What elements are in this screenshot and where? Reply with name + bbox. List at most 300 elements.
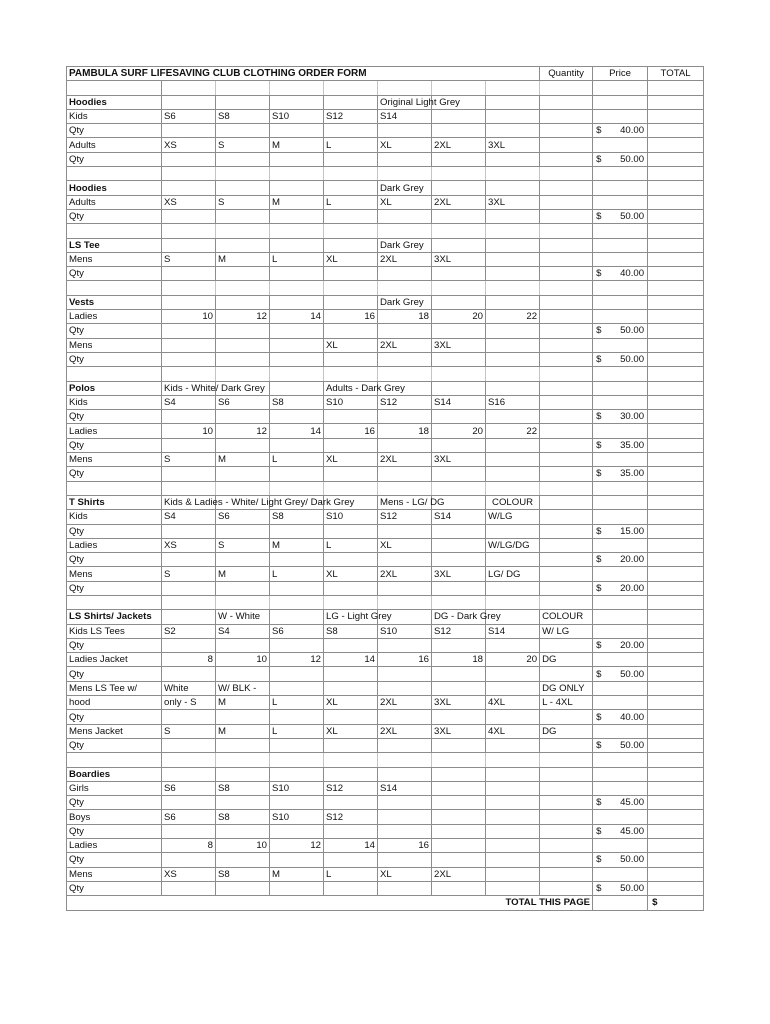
spacer-cell — [67, 167, 162, 181]
total-cell[interactable] — [648, 767, 704, 781]
size-cell — [324, 209, 378, 223]
size-cell — [378, 267, 432, 281]
size-cell: 16 — [378, 653, 432, 667]
size-cell — [432, 581, 486, 595]
size-cell: S8 — [216, 810, 270, 824]
size-cell — [486, 438, 540, 452]
size-cell — [324, 796, 378, 810]
total-cell[interactable] — [648, 138, 704, 152]
total-cell[interactable] — [648, 810, 704, 824]
quantity-cell[interactable] — [540, 181, 593, 195]
price-cell — [593, 95, 648, 109]
size-cell — [486, 410, 540, 424]
spacer-cell — [216, 595, 270, 609]
size-cell: S12 — [378, 510, 432, 524]
price-cell — [593, 681, 648, 695]
spacer-cell — [486, 367, 540, 381]
size-cell: 8 — [162, 653, 216, 667]
price-cell — [593, 295, 648, 309]
total-cell[interactable] — [648, 681, 704, 695]
currency-symbol: $ — [596, 883, 602, 895]
quantity-cell[interactable] — [540, 867, 593, 881]
size-cell — [324, 824, 378, 838]
quantity-cell[interactable] — [540, 839, 593, 853]
quantity-cell[interactable] — [540, 567, 593, 581]
size-cell — [216, 853, 270, 867]
size-cell — [270, 438, 324, 452]
spacer-cell — [216, 481, 270, 495]
size-cell: Kids & Ladies - White/ Light Grey/ Dark Grey — [162, 495, 216, 509]
size-cell — [432, 853, 486, 867]
spacer-cell — [270, 595, 324, 609]
size-cell: S12 — [432, 624, 486, 638]
total-cell[interactable] — [648, 610, 704, 624]
size-cell: S14 — [378, 109, 432, 123]
quantity-cell[interactable] — [540, 453, 593, 467]
quantity-cell[interactable] — [540, 352, 593, 366]
item-label: Qty — [67, 352, 162, 366]
spacer-cell — [432, 281, 486, 295]
size-cell — [486, 181, 540, 195]
currency-symbol: $ — [596, 468, 602, 480]
total-cell[interactable] — [648, 252, 704, 266]
size-cell — [486, 467, 540, 481]
spacer-cell — [540, 81, 593, 95]
quantity-cell[interactable] — [540, 252, 593, 266]
size-cell — [162, 95, 216, 109]
quantity-cell[interactable] — [540, 524, 593, 538]
currency-symbol: $ — [596, 554, 602, 566]
size-cell — [324, 767, 378, 781]
price-cell — [593, 252, 648, 266]
table-row — [67, 681, 704, 695]
quantity-cell[interactable] — [540, 710, 593, 724]
total-cell[interactable] — [648, 696, 704, 710]
size-cell: 10 — [162, 310, 216, 324]
size-cell: S6 — [162, 810, 216, 824]
size-cell — [216, 667, 270, 681]
size-cell — [486, 767, 540, 781]
quantity-cell[interactable] — [540, 881, 593, 895]
quantity-cell[interactable] — [540, 581, 593, 595]
item-label: Hoodies — [67, 181, 162, 195]
spacer-cell — [324, 224, 378, 238]
table-row — [67, 453, 704, 467]
total-cell[interactable] — [648, 152, 704, 166]
table-row — [67, 738, 704, 752]
total-cell[interactable] — [648, 667, 704, 681]
size-cell — [378, 152, 432, 166]
total-cell[interactable] — [648, 624, 704, 638]
spacer-cell — [593, 224, 648, 238]
quantity-cell[interactable] — [540, 638, 593, 652]
quantity-cell[interactable] — [540, 810, 593, 824]
price-amount: 40.00 — [620, 125, 645, 137]
size-cell — [486, 152, 540, 166]
size-cell — [432, 553, 486, 567]
size-cell: DG - Dark Grey — [432, 610, 486, 624]
size-cell — [486, 881, 540, 895]
total-cell[interactable] — [648, 424, 704, 438]
size-cell — [216, 438, 270, 452]
quantity-cell[interactable] — [540, 295, 593, 309]
size-cell — [270, 881, 324, 895]
quantity-cell[interactable] — [540, 209, 593, 223]
size-cell: S10 — [270, 109, 324, 123]
total-cell[interactable] — [648, 453, 704, 467]
quantity-cell[interactable] — [540, 124, 593, 138]
size-cell — [486, 381, 540, 395]
total-cell[interactable] — [648, 438, 704, 452]
size-cell: 3XL — [432, 724, 486, 738]
size-cell: 3XL — [486, 195, 540, 209]
size-cell — [432, 767, 486, 781]
price-cell — [593, 624, 648, 638]
currency-symbol: $ — [596, 668, 602, 680]
size-cell — [324, 581, 378, 595]
size-cell — [216, 553, 270, 567]
item-label: Kids — [67, 395, 162, 409]
total-cell[interactable] — [648, 381, 704, 395]
quantity-cell[interactable]: L - 4XL — [540, 696, 593, 710]
size-cell — [270, 124, 324, 138]
size-cell — [216, 95, 270, 109]
size-cell: S — [162, 724, 216, 738]
quantity-cell[interactable] — [540, 667, 593, 681]
total-cell[interactable] — [648, 310, 704, 324]
size-cell: only - S — [162, 696, 216, 710]
size-cell — [270, 267, 324, 281]
size-cell: 2XL — [378, 696, 432, 710]
size-cell — [216, 181, 270, 195]
size-cell: S10 — [324, 510, 378, 524]
size-cell — [486, 867, 540, 881]
size-cell: S8 — [270, 510, 324, 524]
total-cell[interactable] — [648, 867, 704, 881]
size-cell — [270, 238, 324, 252]
size-cell — [216, 267, 270, 281]
total-cell[interactable] — [648, 724, 704, 738]
quantity-cell[interactable]: DG — [540, 653, 593, 667]
item-label: Qty — [67, 738, 162, 752]
total-cell[interactable] — [648, 295, 704, 309]
total-cell[interactable] — [648, 881, 704, 895]
size-cell — [432, 438, 486, 452]
quantity-cell[interactable] — [540, 410, 593, 424]
size-cell: 12 — [270, 653, 324, 667]
size-cell: 2XL — [378, 338, 432, 352]
size-cell: XL — [378, 867, 432, 881]
quantity-cell[interactable] — [540, 767, 593, 781]
size-cell: S12 — [324, 109, 378, 123]
spacer-cell — [593, 481, 648, 495]
spacer-cell — [486, 281, 540, 295]
size-cell — [162, 438, 216, 452]
size-cell — [324, 638, 378, 652]
total-cell[interactable] — [648, 95, 704, 109]
size-cell: S12 — [378, 395, 432, 409]
size-cell — [324, 524, 378, 538]
total-cell[interactable] — [648, 324, 704, 338]
table-row — [67, 567, 704, 581]
quantity-cell[interactable] — [540, 510, 593, 524]
size-cell: XL — [378, 138, 432, 152]
header-row — [67, 67, 704, 81]
price-cell — [593, 124, 648, 138]
spacer-cell — [486, 81, 540, 95]
spacer-cell — [432, 367, 486, 381]
size-cell — [270, 767, 324, 781]
size-cell — [432, 209, 486, 223]
total-cell[interactable] — [648, 238, 704, 252]
table-row — [67, 381, 704, 395]
spacer-cell — [648, 481, 704, 495]
size-cell — [378, 638, 432, 652]
total-cell[interactable] — [648, 195, 704, 209]
price-cell — [593, 710, 648, 724]
quantity-cell[interactable] — [540, 138, 593, 152]
size-cell — [378, 667, 432, 681]
price-amount: 20.00 — [620, 640, 645, 652]
size-cell — [162, 581, 216, 595]
quantity-cell[interactable] — [540, 738, 593, 752]
price-amount: 30.00 — [620, 411, 645, 423]
size-cell: 16 — [378, 839, 432, 853]
size-cell — [216, 767, 270, 781]
quantity-cell[interactable]: DG — [540, 724, 593, 738]
quantity-cell[interactable] — [540, 338, 593, 352]
price-cell — [593, 553, 648, 567]
size-cell: L — [324, 195, 378, 209]
quantity-cell[interactable] — [540, 781, 593, 795]
size-cell — [486, 524, 540, 538]
table-row — [67, 624, 704, 638]
price-amount: 50.00 — [620, 153, 645, 165]
total-cell[interactable] — [648, 495, 704, 509]
quantity-cell[interactable] — [540, 538, 593, 552]
size-cell: S6 — [162, 109, 216, 123]
price-cell — [593, 839, 648, 853]
total-cell[interactable] — [648, 710, 704, 724]
spacer-cell — [270, 224, 324, 238]
spacer-cell — [648, 367, 704, 381]
currency-symbol: $ — [596, 325, 602, 337]
spacer-cell — [593, 367, 648, 381]
size-cell — [432, 638, 486, 652]
quantity-cell[interactable] — [540, 424, 593, 438]
price-cell — [593, 581, 648, 595]
table-row — [67, 495, 704, 509]
quantity-cell[interactable] — [540, 109, 593, 123]
size-cell — [486, 252, 540, 266]
price-cell — [593, 138, 648, 152]
size-cell — [486, 209, 540, 223]
spacer-cell — [270, 281, 324, 295]
quantity-cell[interactable] — [540, 553, 593, 567]
size-cell — [216, 295, 270, 309]
item-label: Kids LS Tees — [67, 624, 162, 638]
size-cell — [486, 109, 540, 123]
size-cell — [324, 710, 378, 724]
total-cell[interactable] — [648, 839, 704, 853]
total-cell[interactable] — [648, 738, 704, 752]
size-cell — [378, 767, 432, 781]
total-cell[interactable] — [648, 796, 704, 810]
quantity-cell[interactable] — [540, 238, 593, 252]
total-cell[interactable] — [648, 209, 704, 223]
quantity-cell[interactable] — [540, 467, 593, 481]
size-cell — [324, 295, 378, 309]
size-cell: S14 — [486, 624, 540, 638]
item-label: Ladies — [67, 310, 162, 324]
total-cell[interactable] — [648, 567, 704, 581]
size-cell: 16 — [324, 310, 378, 324]
total-cell[interactable] — [648, 781, 704, 795]
currency-symbol: $ — [596, 153, 602, 165]
currency-symbol: $ — [596, 797, 602, 809]
price-cell — [593, 310, 648, 324]
size-cell: S — [162, 453, 216, 467]
quantity-cell[interactable] — [540, 395, 593, 409]
size-cell — [162, 881, 216, 895]
table-row — [67, 124, 704, 138]
spacer-cell — [162, 595, 216, 609]
total-this-page-label: TOTAL THIS PAGE — [67, 896, 593, 910]
size-cell: M — [216, 453, 270, 467]
price-cell — [593, 453, 648, 467]
size-cell: S8 — [216, 867, 270, 881]
size-cell — [378, 738, 432, 752]
quantity-cell[interactable] — [540, 152, 593, 166]
quantity-cell[interactable] — [540, 95, 593, 109]
table-row — [67, 324, 704, 338]
price-cell — [593, 338, 648, 352]
spacer-cell — [378, 281, 432, 295]
quantity-cell[interactable] — [540, 324, 593, 338]
price-cell — [593, 567, 648, 581]
size-cell: XS — [162, 138, 216, 152]
item-label: Mens — [67, 252, 162, 266]
item-label: Qty — [67, 667, 162, 681]
size-cell: L — [324, 138, 378, 152]
quantity-cell[interactable] — [540, 381, 593, 395]
total-cell[interactable] — [648, 124, 704, 138]
size-cell: Mens - LG/ DG — [378, 495, 432, 509]
spacer-row — [67, 224, 704, 238]
size-cell: S — [216, 538, 270, 552]
spacer-cell — [270, 367, 324, 381]
size-cell: L — [270, 252, 324, 266]
size-cell: 12 — [216, 310, 270, 324]
price-amount: 20.00 — [620, 554, 645, 566]
size-cell — [324, 124, 378, 138]
total-cell[interactable] — [648, 653, 704, 667]
total-cell[interactable] — [648, 510, 704, 524]
price-cell — [593, 853, 648, 867]
size-cell — [378, 410, 432, 424]
quantity-cell[interactable] — [540, 853, 593, 867]
currency-symbol: $ — [596, 711, 602, 723]
quantity-cell[interactable] — [540, 195, 593, 209]
page-total-cell[interactable]: $ — [648, 896, 704, 910]
size-cell: M — [270, 195, 324, 209]
size-cell: M — [270, 138, 324, 152]
spacer-cell — [593, 81, 648, 95]
spacer-cell — [432, 224, 486, 238]
size-cell — [432, 152, 486, 166]
quantity-cell[interactable]: DG ONLY — [540, 681, 593, 695]
spacer-cell — [67, 224, 162, 238]
size-cell — [324, 467, 378, 481]
size-cell: 2XL — [432, 138, 486, 152]
size-cell — [216, 710, 270, 724]
total-cell[interactable] — [648, 538, 704, 552]
spacer-cell — [648, 81, 704, 95]
total-cell[interactable] — [648, 410, 704, 424]
total-cell[interactable] — [648, 467, 704, 481]
spacer-cell — [216, 367, 270, 381]
quantity-cell[interactable] — [540, 267, 593, 281]
size-cell — [378, 853, 432, 867]
total-cell[interactable] — [648, 338, 704, 352]
size-cell — [486, 667, 540, 681]
item-label: Qty — [67, 524, 162, 538]
size-cell: 3XL — [486, 138, 540, 152]
total-cell[interactable] — [648, 853, 704, 867]
size-cell — [486, 338, 540, 352]
currency-symbol: $ — [596, 854, 602, 866]
total-cell[interactable] — [648, 395, 704, 409]
size-cell — [486, 238, 540, 252]
total-cell[interactable] — [648, 553, 704, 567]
quantity-cell[interactable] — [540, 495, 593, 509]
size-cell: 14 — [324, 653, 378, 667]
quantity-cell[interactable]: W/ LG — [540, 624, 593, 638]
quantity-cell[interactable] — [540, 796, 593, 810]
spacer-cell — [486, 753, 540, 767]
size-cell — [270, 796, 324, 810]
total-cell[interactable] — [648, 638, 704, 652]
price-cell — [593, 238, 648, 252]
total-cell[interactable] — [648, 267, 704, 281]
total-cell[interactable] — [648, 181, 704, 195]
quantity-cell[interactable] — [540, 824, 593, 838]
quantity-cell[interactable] — [540, 310, 593, 324]
size-cell — [216, 238, 270, 252]
item-label: Girls — [67, 781, 162, 795]
price-cell — [593, 796, 648, 810]
total-cell[interactable] — [648, 524, 704, 538]
spacer-cell — [378, 753, 432, 767]
total-cell[interactable] — [648, 109, 704, 123]
size-cell: 12 — [270, 839, 324, 853]
table-row — [67, 138, 704, 152]
price-cell — [593, 810, 648, 824]
quantity-cell[interactable] — [540, 438, 593, 452]
quantity-cell[interactable]: COLOUR — [540, 610, 593, 624]
price-cell — [593, 495, 648, 509]
size-cell — [486, 781, 540, 795]
table-row — [67, 195, 704, 209]
total-cell[interactable] — [648, 581, 704, 595]
spacer-cell — [593, 281, 648, 295]
total-cell[interactable] — [648, 824, 704, 838]
size-cell — [486, 824, 540, 838]
size-cell: S — [162, 567, 216, 581]
size-cell — [216, 410, 270, 424]
table-row — [67, 653, 704, 667]
total-cell[interactable] — [648, 352, 704, 366]
